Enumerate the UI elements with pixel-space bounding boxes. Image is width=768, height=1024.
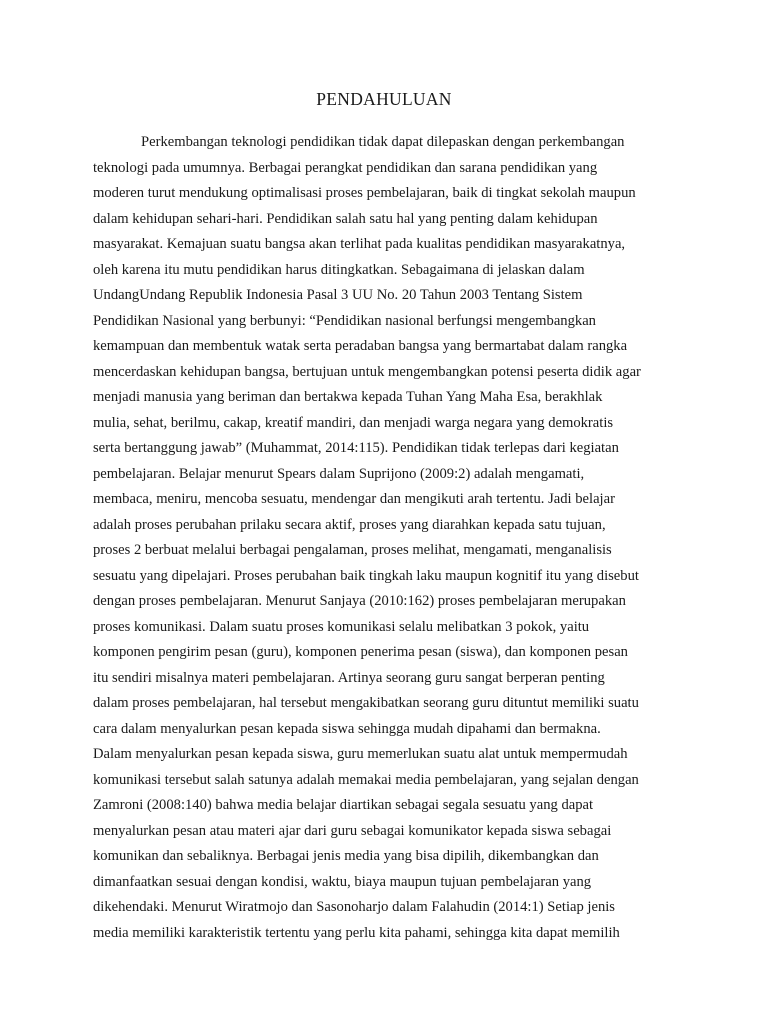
text-line: moderen turut mendukung optimalisasi proses pembelajaran, baik di tingkat sekolah maupun xyxy=(93,185,636,201)
text-line: mulia, sehat, berilmu, cakap, kreatif mandiri, dan menjadi warga negara yang demokratis xyxy=(93,414,614,431)
text-line: masyarakat. Kemajuan suatu bangsa akan terlihat pada kualitas pendidikan masyarakatnya, xyxy=(93,236,626,252)
text-line: komunikasi tersebut salah satunya adalah memakai media pembelajaran, yang sejalan dengan xyxy=(93,771,639,788)
text-line: UndangUndang Republik Indonesia Pasal 3 UU No. 20 Tahun 2003 Tentang Sistem xyxy=(93,287,583,303)
text-line: proses komunikasi. Dalam suatu proses komunikasi selalu melibatkan 3 pokok, yaitu xyxy=(93,618,590,635)
text-line: komunikan dan sebaliknya. Berbagai jenis media yang bisa dipilih, dikembangkan dan xyxy=(93,848,599,864)
text-line: Dalam menyalurkan pesan kepada siswa, guru memerlukan suatu alat untuk mempermudah xyxy=(93,746,628,762)
text-line: Pendidikan Nasional yang berbunyi: “Pendidikan nasional berfungsi mengembangkan xyxy=(93,312,596,329)
text-line: oleh karena itu mutu pendidikan harus ditingkatkan. Sebagaimana di jelaskan dalam xyxy=(93,261,585,278)
text-line: cara dalam menyalurkan pesan kepada siswa sehingga mudah dipahami dan bermakna. xyxy=(93,720,601,737)
text-line: dimanfaatkan sesuai dengan kondisi, waktu, biaya maupun tujuan pembelajaran yang xyxy=(93,873,592,890)
text-line: adalah proses perubahan prilaku secara aktif, proses yang diarahkan kepada satu tujuan, xyxy=(93,516,606,533)
text-line: pembelajaran. Belajar menurut Spears dalam Suprijono (2009:2) adalah mengamati, xyxy=(93,465,585,482)
text-line: proses 2 berbuat melalui berbagai pengalaman, proses melihat, mengamati, menganalisis xyxy=(93,542,612,558)
text-line: dikehendaki. Menurut Wiratmojo dan Sasonoharjo dalam Falahudin (2014:1) Setiap jenis xyxy=(93,899,615,915)
text-line: sesuatu yang dipelajari. Proses perubahan baik tingkah laku maupun kognitif itu yang disebut xyxy=(93,567,639,584)
text-line: menyalurkan pesan atau materi ajar dari guru sebagai komunikator kepada siswa sebagai xyxy=(93,822,612,839)
text-line: menjadi manusia yang beriman dan bertakwa kepada Tuhan Yang Maha Esa, berakhlak xyxy=(93,389,603,405)
text-line: komponen pengirim pesan (guru), komponen penerima pesan (siswa), dan komponen pesan xyxy=(93,644,628,660)
text-line: membaca, meniru, mencoba sesuatu, mendengar dan mengikuti arah tertentu. Jadi belajar xyxy=(93,491,615,507)
text-line: Zamroni (2008:140) bahwa media belajar diartikan sebagai segala sesuatu yang dapat xyxy=(93,797,594,813)
text-line: dengan proses pembelajaran. Menurut Sanjaya (2010:162) proses pembelajaran merupakan xyxy=(93,593,626,609)
text-line: serta bertanggung jawab” (Muhammat, 2014:115). Pendidikan tidak terlepas dari kegiatan xyxy=(93,440,619,456)
text-line: kemampuan dan membentuk watak serta peradaban bangsa yang bermartabat dalam rangka xyxy=(93,338,628,354)
text-line: dalam kehidupan sehari-hari. Pendidikan salah satu hal yang penting dalam kehidupan xyxy=(93,210,598,227)
text-line: teknologi pada umumnya. Berbagai perangkat pendidikan dan sarana pendidikan yang xyxy=(93,159,598,176)
text-line: itu sendiri misalnya materi pembelajaran. Artinya seorang guru sangat berperan penting xyxy=(93,669,605,686)
text-line: mencerdaskan kehidupan bangsa, bertujuan untuk mengembangkan potensi peserta didik agar xyxy=(93,363,641,380)
text-line: media memiliki karakteristik tertentu yang perlu kita pahami, sehingga kita dapat memilih xyxy=(93,924,620,941)
text-line: dalam proses pembelajaran, hal tersebut mengakibatkan seorang guru dituntut memiliki suatu xyxy=(93,695,639,711)
document-title: PENDAHULUAN xyxy=(316,89,452,109)
text-line: Perkembangan teknologi pendidikan tidak dapat dilepaskan dengan perkembangan xyxy=(141,134,625,150)
document-body xyxy=(93,130,693,946)
